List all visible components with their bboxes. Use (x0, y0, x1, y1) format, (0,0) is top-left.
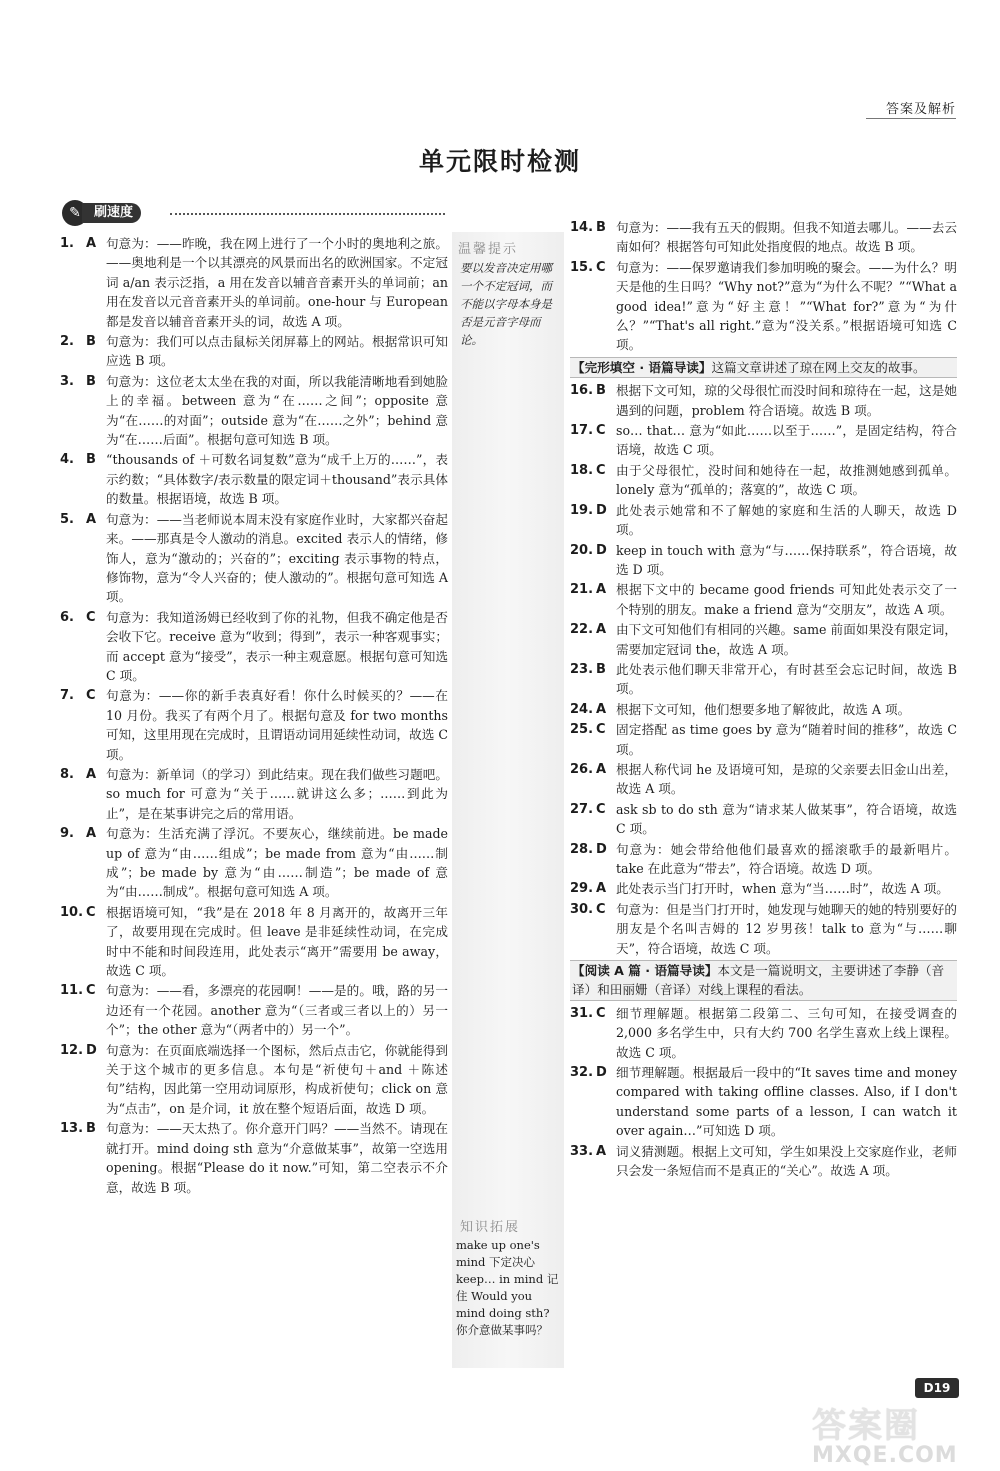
question-number: 26. (570, 761, 594, 777)
answer-item (60, 450, 448, 508)
answer-letter: C (86, 609, 96, 625)
answer-item (570, 720, 957, 759)
answer-letter: B (596, 661, 606, 677)
answer-explanation: 句意为：在页面底端选择一个图标，然后点击它，你就能得到关于这个城市的更多信息。本句是“祈使句＋and ＋陈述句”结构，因此第一空用动词原形，构成祈使句；click on 意为“点击”，on 是介词，it 放在整个短语后面，故选 D 项。 (106, 1042, 448, 1116)
question-number: 23. (570, 661, 594, 677)
answer-letter: B (86, 1121, 96, 1137)
question-number: 5. (60, 511, 74, 527)
answer-explanation: 此处表示他们聊天非常开心，有时甚至会忘记时间，故选 B 项。 (616, 661, 957, 697)
answer-letter: A (86, 511, 97, 527)
answer-letter: C (596, 462, 606, 478)
answer-letter: A (596, 761, 607, 777)
answer-explanation: 由下文可知他们有相同的兴趣。same 前面如果没有限定词，需要加定冠词 the，故选 A 项。 (616, 622, 957, 657)
answer-letter: D (596, 542, 607, 558)
question-number: 12. (60, 1042, 84, 1058)
answer-explanation: 根据下文可知，他们想要多地了解彼此，故选 A 项。 (616, 701, 911, 717)
question-number: 17. (570, 423, 594, 439)
question-number: 10. (60, 904, 84, 920)
speed-label: 刷速度 (82, 203, 141, 223)
answer-explanation: 句意为：——昨晚，我在网上进行了一个小时的奥地利之旅。——奥地利是一个以其漂亮的风景而出名的欧洲国家。不定冠词 a/an 表示泛指，a 用在发音以辅音音素开头的单词前；an 用在发音以元音音素开头的单词前。one-hour 与 European 都是发音以辅音音素开头的词，故选 A 项。 (106, 236, 448, 329)
tip-box (452, 238, 564, 349)
answer-item (60, 332, 448, 371)
answer-explanation: 此处表示她常和不了解她的家庭和生活的人聊天，故选 D 项。 (616, 502, 957, 538)
answer-explanation: “thousands of ＋可数名词复数”意为“成千上万的……”，表示约数；“具体数字/表示数量的限定词＋thousand”表示具体的数量。根据语境，故选 B 项。 (106, 452, 448, 507)
answer-letter: A (86, 236, 97, 251)
answer-letter: C (86, 983, 96, 999)
answer-letter: A (596, 701, 607, 717)
section-intro (570, 960, 957, 1001)
answer-item (570, 381, 957, 420)
question-number: 6. (60, 609, 74, 625)
answer-item (570, 760, 957, 799)
answer-item (570, 541, 957, 580)
answer-item (570, 840, 957, 879)
answer-explanation: 句意为：这位老太太坐在我的对面，所以我能清晰地看到她脸上的幸福。between 意为“在……之间”；opposite 意为“在……的对面”；outside 意为“在……之外”；behind 意为“在……后面”。根据句意可知选 B 项。 (106, 373, 448, 448)
answer-item (570, 800, 957, 839)
question-number: 32. (570, 1065, 594, 1081)
section-intro (570, 357, 957, 378)
answer-explanation: 细节理解题。根据最后一段中的“It saves time and money compared with taking offline classes. Also, if I don't understand some parts of a lesson, I can watch it over again…”可知选 D 项。 (616, 1065, 957, 1139)
question-number: 9. (60, 826, 74, 842)
question-number: 11. (60, 983, 84, 999)
answer-item (60, 372, 448, 450)
question-number: 7. (60, 688, 74, 704)
answer-letter: D (86, 1042, 97, 1058)
dotted-divider (170, 213, 445, 215)
watermark-logo (812, 1398, 992, 1468)
question-number: 19. (570, 502, 594, 518)
answer-explanation: 句意为：——天太热了。你介意开门吗？——当然不。请现在就打开。mind doing sth 意为“介意做某事”，故第一空选用 opening。根据“Please do it now.”可知，第二空表示不介意，故选 B 项。 (106, 1121, 448, 1195)
answer-item (570, 900, 957, 958)
answer-explanation: 根据语境可知，“我”是在 2018 年 8 月离开的，故离开三年了，故要用现在完成时。但 leave 是非延续性动词，在完成时中不能和时间段连用，此处表示“离开”需要用 be away，故选 C 项。 (106, 904, 448, 979)
answer-item (570, 218, 957, 257)
answer-letter: B (86, 452, 96, 468)
answer-letter: C (596, 1005, 606, 1021)
knowledge-title: 知识拓展 (460, 1220, 521, 1235)
answer-item (60, 903, 448, 981)
answer-explanation: 句意为：我们可以点击鼠标关闭屏幕上的网站。根据常识可知应选 B 项。 (106, 334, 448, 369)
answer-item (60, 1119, 448, 1197)
answer-item (60, 824, 448, 902)
answer-item (570, 660, 957, 699)
answer-item (60, 765, 448, 823)
question-number: 4. (60, 452, 74, 468)
answer-letter: D (596, 502, 607, 518)
answer-explanation: 句意为：——看，多漂亮的花园啊！——是的。哦，路的另一边还有一个花园。another 意为“（三者或三者以上的）另一个”；the other 意为“（两者中的）另一个”。 (106, 983, 448, 1038)
tip-title: 温馨提示 (458, 242, 519, 257)
question-number: 29. (570, 881, 594, 897)
answer-explanation: 根据人称代词 he 及语境可知，是琼的父亲要去旧金山出差，故选 A 项。 (616, 761, 957, 797)
answer-explanation: 句意为：她会带给他他们最喜欢的摇滚歌手的最新唱片。take 在此意为“带去”，符合语境。故选 D 项。 (616, 841, 957, 876)
answer-item (60, 608, 448, 686)
answer-letter: C (596, 259, 606, 275)
answer-item (60, 234, 448, 331)
answer-item (570, 258, 957, 355)
knowledge-text: make up one's mind 下定决心 keep… in mind 记住 Would you mind doing sth? 你介意做某事吗？ (456, 1238, 559, 1337)
answer-item (570, 1063, 957, 1141)
question-number: 30. (570, 901, 594, 917)
answer-explanation: 句意为：生活充满了浮沉。不要灰心，继续前进。be made up of 意为“由……组成”；be made from 意为“由……制成”；be made by 意为“由……制造”；be made of 意为“由……制成”。根据句意可知选 A 项。 (106, 826, 448, 900)
answer-item (570, 501, 957, 540)
answer-item (570, 1142, 957, 1181)
question-number: 28. (570, 841, 594, 857)
page-title: 单元限时检测 (418, 147, 581, 176)
question-number: 14. (570, 220, 594, 235)
answer-explanation: 固定搭配 as time goes by 意为“随着时间的推移”，故选 C 项。 (616, 722, 957, 757)
answer-item (570, 700, 957, 719)
answer-item (60, 1041, 448, 1119)
question-number: 33. (570, 1143, 594, 1159)
page-header-tag: 答案及解析 (885, 102, 956, 117)
question-number: 16. (570, 383, 594, 399)
watermark-url: MXQE.COM (812, 1443, 958, 1468)
answer-explanation: 句意为：——我有五天的假期。但我不知道去哪儿。——去云南如何？根据答句可知此处指度假的地点。故选 B 项。 (616, 220, 957, 255)
answer-letter: C (86, 904, 96, 920)
answer-letter: B (596, 383, 606, 399)
answer-explanation: keep in touch with 意为“与……保持联系”，符合语境，故选 D 项。 (616, 542, 957, 577)
answer-letter: A (596, 881, 607, 897)
speed-section-banner (60, 198, 445, 228)
section-text: 这篇文章讲述了琼在网上交友的故事。 (711, 359, 926, 375)
answer-letter: A (86, 826, 97, 842)
answer-letter: C (596, 801, 606, 817)
question-number: 13. (60, 1121, 84, 1137)
answer-explanation: 句意为：但是当门打开时，她发现与她聊天的她的特别要好的朋友是个名叫吉姆的 12 岁男孩！talk to 意为“与……聊天”，符合语境，故选 C 项。 (616, 901, 957, 956)
answer-explanation: 句意为：——你的新手表真好看！你什么时候买的？——在 10 月份。我买了有两个月了。根据句意及 for two months 可知，这里用现在完成时，且谓语动词用延续性动词，故选 C 项。 (106, 688, 448, 762)
header-divider (866, 118, 956, 119)
question-number: 20. (570, 542, 594, 558)
answer-explanation: 此处表示当门打开时，when 意为“当……时”，故选 A 项。 (616, 881, 949, 897)
answer-letter: D (596, 841, 607, 857)
answer-letter: A (596, 1143, 607, 1159)
answer-item (570, 879, 957, 898)
answer-explanation: so… that… 意为“如此……以至于……”，是固定结构，符合语境，故选 C 项。 (616, 423, 957, 458)
answer-letter: B (86, 373, 96, 389)
right-answer-column (570, 218, 957, 1182)
answer-explanation: 由于父母很忙，没时间和她待在一起，故推测她感到孤单。lonely 意为“孤单的；落寞的”，故选 C 项。 (616, 462, 957, 498)
question-number: 1. (60, 236, 74, 251)
section-label: 【完形填空 · 语篇导读】 (572, 359, 712, 375)
question-number: 22. (570, 622, 594, 638)
answer-item (570, 620, 957, 659)
answer-explanation: 句意为：我知道汤姆已经收到了你的礼物，但我不确定他是否会收下它。receive 意为“收到；得到”，表示一种客观事实；而 accept 意为“接受”，表示一种主观意愿。根据句意可知选 C 项。 (106, 609, 448, 683)
question-number: 21. (570, 582, 594, 598)
section-label: 【阅读 A 篇 · 语篇导读】 (572, 963, 718, 979)
question-number: 8. (60, 766, 74, 782)
answer-item (60, 686, 448, 764)
answer-item (60, 510, 448, 607)
answer-item (570, 580, 957, 619)
answer-item (570, 461, 957, 500)
answer-item (570, 421, 957, 460)
answer-letter: D (596, 1065, 607, 1081)
question-number: 24. (570, 701, 594, 717)
watermark-brand: 答案圈 (812, 1406, 920, 1446)
answer-explanation: 句意为：——保罗邀请我们参加明晚的聚会。——为什么？明天是他的生日吗？“Why not?”意为“为什么不呢？”“What a good idea!”意为“好主意！”“What for?”意为“为什么？”“That's all right.”意为“没关系。”根据语境可知选 C 项。 (616, 259, 957, 353)
answer-letter: B (596, 220, 606, 235)
answer-explanation: 词义猜测题。根据上文可知，学生如果没上交家庭作业，老师只会发一条短信而不是真正的“关心”。故选 A 项。 (616, 1143, 957, 1179)
knowledge-box (452, 1216, 564, 1339)
answer-letter: A (596, 582, 607, 598)
question-number: 15. (570, 259, 594, 275)
answer-item (60, 981, 448, 1039)
answer-explanation: ask sb to do sth 意为“请求某人做某事”，符合语境，故选 C 项。 (616, 801, 957, 837)
question-number: 18. (570, 462, 594, 478)
answer-letter: A (86, 766, 97, 782)
answer-letter: A (596, 622, 607, 638)
question-number: 3. (60, 373, 74, 389)
answer-explanation: 句意为：新单词（的学习）到此结束。现在我们做些习题吧。so much for 可意为“关于……就讲这么多；……到此为止”，是在某事讲完之后的常用语。 (106, 766, 448, 821)
answer-explanation: 细节理解题。根据第二段第二、三句可知，在接受调查的 2,000 多名学生中，只有大约 700 名学生喜欢上线上课程。故选 C 项。 (616, 1005, 957, 1060)
answer-letter: C (596, 901, 606, 917)
section-text: 本文是一篇说明文，主要讲述了李静（音译）和田丽姗（音译）对线上课程的看法。 (572, 963, 945, 998)
left-answer-column (60, 234, 448, 1198)
answer-letter: B (86, 334, 96, 350)
sidebar-strip (452, 232, 564, 1368)
question-number: 25. (570, 722, 594, 738)
question-number: 27. (570, 801, 594, 817)
question-number: 31. (570, 1005, 594, 1021)
answer-explanation: 根据下文中的 became good friends 可知此处表示交了一个特别的朋友。make a friend 意为“交朋友”，故选 A 项。 (616, 582, 957, 617)
question-number: 2. (60, 334, 74, 350)
answer-letter: C (86, 688, 96, 704)
page-number: D19 (915, 1378, 959, 1398)
answer-explanation: 句意为：——当老师说本周末没有家庭作业时，大家都兴奋起来。——那真是令人激动的消息。excited 表示人的情绪，修饰人，意为“激动的；兴奋的”；exciting 表示事物的特点，修饰物，意为“令人兴奋的；使人激动的”。根据句意可知选 A 项。 (106, 511, 448, 605)
answer-letter: C (596, 423, 606, 439)
answer-item (570, 1004, 957, 1062)
answer-letter: C (596, 722, 606, 738)
tip-text: 要以发音决定用哪一个不定冠词，而不能以字母本身是否是元音字母而论。 (460, 261, 552, 347)
speed-icon: ✎ (62, 200, 88, 226)
answer-explanation: 根据下文可知，琼的父母很忙而没时间和琼待在一起，这是她遇到的问题，problem 符合语境。故选 B 项。 (616, 383, 957, 418)
